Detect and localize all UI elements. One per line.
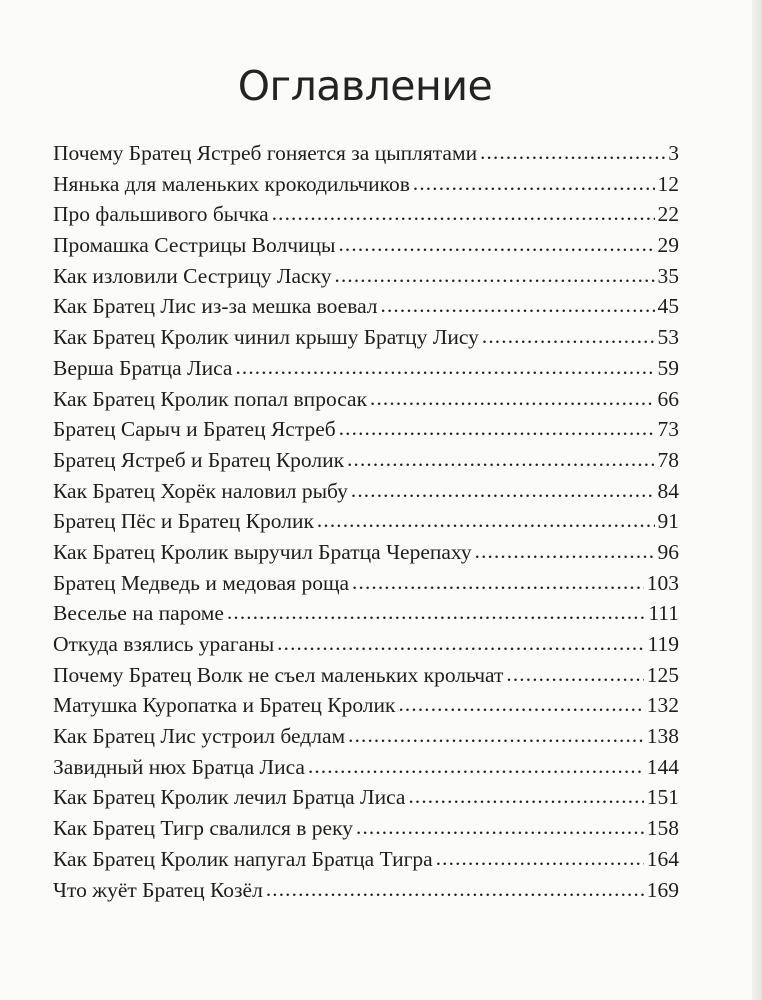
dot-leader [475, 536, 655, 567]
toc-entry [53, 138, 679, 169]
toc-entry [53, 506, 679, 537]
table-of-contents [53, 138, 679, 905]
toc-entry-title: Как Братец Кролик чинил крышу Братцу Лису [53, 325, 479, 350]
toc-entry-page-number: 22 [657, 202, 679, 227]
toc-entry-title: Откуда взялись ураганы [53, 632, 275, 656]
toc-entry-title: Как Братец Кролик выручил Братца Черепаху [53, 539, 472, 564]
toc-entry-page-number: 78 [657, 447, 679, 472]
dot-leader [482, 321, 655, 352]
toc-entry-page-number: 164 [646, 846, 679, 871]
dot-leader [370, 383, 654, 414]
dot-leader [272, 198, 655, 229]
dot-leader [266, 874, 644, 905]
toc-entry-title: Промашка Сестрицы Волчицы [53, 233, 336, 258]
dot-leader [413, 168, 655, 199]
toc-entry [53, 598, 679, 629]
toc-entry-page-number: 111 [648, 601, 679, 626]
toc-entry-page-number: 125 [646, 662, 679, 687]
toc-entry-page-number: 73 [657, 417, 679, 442]
toc-entry [53, 476, 679, 507]
toc-entry-title: Как Братец Лис устроил бедлам [53, 724, 346, 749]
toc-entry-page-number: 45 [657, 294, 679, 319]
toc-entry [53, 537, 679, 568]
toc-entry [53, 445, 679, 476]
toc-entry-title: Нянька для маленьких крокодильчиков [53, 171, 410, 196]
dot-leader [351, 475, 655, 506]
toc-entry-title: Как Братец Кролик лечил Братца Лиса [53, 785, 406, 810]
toc-entry [53, 813, 679, 844]
toc-entry [53, 782, 679, 813]
toc-entry-title: Про фальшивого бычка [53, 202, 269, 227]
toc-entry [53, 291, 679, 322]
toc-entry-page-number: 3 [668, 141, 679, 165]
toc-entry-title: Как Братец Лис из-за мешка воевал [53, 294, 378, 319]
toc-entry-title: Почему Братец Ястреб гоняется за цыплятами [53, 141, 478, 165]
toc-entry-page-number: 151 [646, 785, 679, 810]
toc-entry [53, 875, 679, 906]
toc-entry-page-number: 169 [646, 877, 679, 902]
toc-entry-title: Как Братец Кролик напугал Братца Тигра [53, 846, 433, 871]
page-title: Оглавление [237, 62, 493, 110]
dot-leader [356, 812, 644, 843]
toc-entry-page-number: 53 [657, 325, 679, 350]
toc-entry-title: Братец Ястреб и Братец Кролик [53, 447, 345, 472]
toc-entry [53, 844, 679, 875]
dot-leader [506, 659, 643, 690]
toc-entry [53, 660, 679, 691]
toc-entry-title: Что жуёт Братец Козёл [53, 877, 263, 902]
toc-entry-page-number: 119 [647, 632, 679, 656]
dot-leader [348, 720, 644, 751]
toc-entry [53, 261, 679, 292]
dot-leader [436, 843, 644, 874]
toc-entry-page-number: 103 [646, 570, 679, 595]
toc-entry-page-number: 132 [646, 693, 679, 718]
toc-entry [53, 384, 679, 415]
toc-entry-page-number: 84 [657, 478, 679, 503]
toc-entry [53, 690, 679, 721]
toc-entry-title: Как Братец Тигр свалился в реку [53, 816, 353, 841]
toc-entry-page-number: 96 [657, 539, 679, 564]
toc-entry [53, 199, 679, 230]
toc-entry [53, 169, 679, 200]
dot-leader [317, 505, 655, 536]
dot-leader [381, 290, 655, 321]
toc-entry [53, 752, 679, 783]
toc-entry-title: Верша Братца Лиса [53, 355, 233, 380]
toc-entry-title: Веселье на пароме [53, 601, 224, 626]
dot-leader [339, 413, 655, 444]
toc-entry-page-number: 29 [657, 233, 679, 258]
dot-leader [227, 597, 645, 628]
dot-leader [480, 137, 665, 168]
dot-leader [352, 567, 644, 598]
toc-entry-page-number: 35 [657, 263, 679, 288]
toc-entry-page-number: 59 [657, 355, 679, 380]
toc-entry [53, 568, 679, 599]
toc-entry-page-number: 91 [657, 509, 679, 534]
toc-entry [53, 353, 679, 384]
toc-entry-title: Братец Сарыч и Братец Ястреб [53, 417, 336, 442]
dot-leader [308, 751, 644, 782]
toc-entry [53, 721, 679, 752]
dot-leader [277, 628, 644, 659]
toc-entry-title: Матушка Куропатка и Братец Кролик [53, 693, 396, 718]
page-edge [752, 0, 762, 1000]
dot-leader [408, 781, 643, 812]
toc-entry-page-number: 144 [646, 754, 679, 779]
toc-entry-page-number: 12 [657, 171, 679, 196]
toc-entry-title: Братец Пёс и Братец Кролик [53, 509, 314, 534]
toc-entry-title: Как Братец Кролик попал впросак [53, 386, 368, 411]
dot-leader [398, 689, 643, 720]
toc-entry-title: Как Братец Хорёк наловил рыбу [53, 478, 348, 503]
toc-entry-title: Завидный нюх Братца Лиса [53, 754, 305, 779]
toc-entry [53, 230, 679, 261]
dot-leader [235, 352, 654, 383]
toc-entry [53, 414, 679, 445]
toc-entry-title: Братец Медведь и медовая роща [53, 570, 350, 595]
dot-leader [347, 444, 654, 475]
dot-leader [338, 229, 654, 260]
dot-leader [335, 260, 655, 291]
toc-entry [53, 629, 679, 660]
toc-entry-page-number: 138 [646, 724, 679, 749]
toc-entry-page-number: 158 [646, 816, 679, 841]
toc-entry-title: Как изловили Сестрицу Ласку [53, 263, 332, 288]
toc-entry [53, 322, 679, 353]
toc-entry-page-number: 66 [657, 386, 679, 411]
toc-entry-title: Почему Братец Волк не съел маленьких крольчат [53, 662, 504, 687]
